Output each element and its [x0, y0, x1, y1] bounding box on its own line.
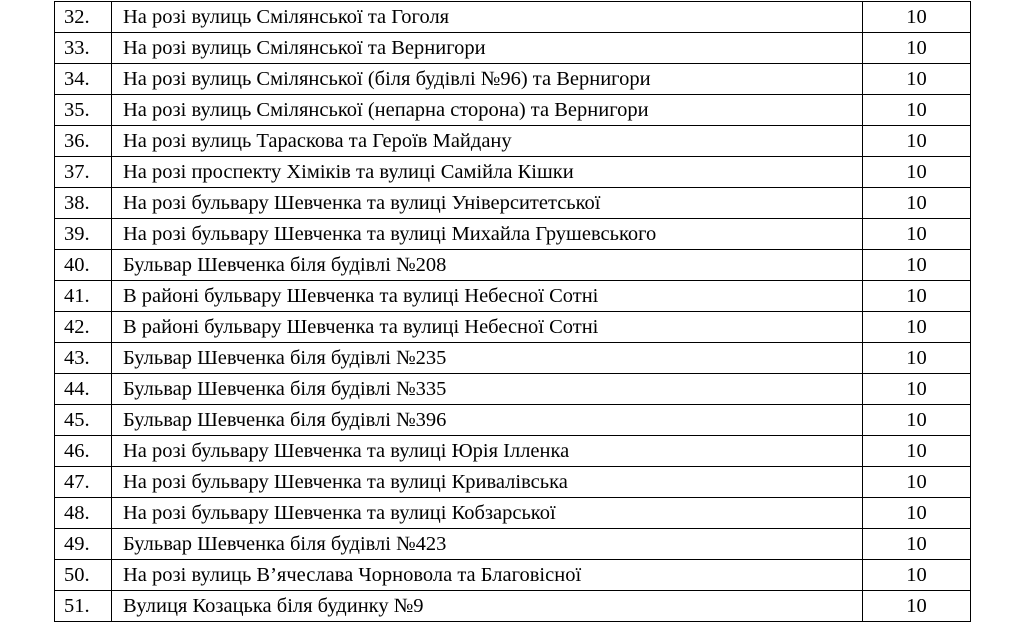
row-number: 39. — [55, 219, 112, 250]
row-number: 33. — [55, 33, 112, 64]
row-description: Бульвар Шевченка біля будівлі №396 — [112, 405, 863, 436]
row-description: На розі бульвару Шевченка та вулиці Кобзарської — [112, 498, 863, 529]
row-number: 41. — [55, 281, 112, 312]
row-quantity: 10 — [863, 498, 971, 529]
row-quantity: 10 — [863, 2, 971, 33]
locations-table — [54, 1, 971, 622]
row-quantity: 10 — [863, 343, 971, 374]
row-number: 47. — [55, 467, 112, 498]
row-number: 42. — [55, 312, 112, 343]
table-row — [55, 281, 971, 312]
row-description: Вулиця Козацька біля будинку №9 — [112, 591, 863, 622]
row-description: В районі бульвару Шевченка та вулиці Небесної Сотні — [112, 281, 863, 312]
row-quantity: 10 — [863, 188, 971, 219]
row-number: 32. — [55, 2, 112, 33]
row-quantity: 10 — [863, 591, 971, 622]
row-number: 49. — [55, 529, 112, 560]
row-description: На розі вулиць Смілянської (біля будівлі №96) та Вернигори — [112, 64, 863, 95]
row-number: 34. — [55, 64, 112, 95]
row-description: На розі вулиць Смілянської та Гоголя — [112, 2, 863, 33]
table-row — [55, 95, 971, 126]
row-number: 44. — [55, 374, 112, 405]
table-row — [55, 529, 971, 560]
row-quantity: 10 — [863, 250, 971, 281]
row-description: В районі бульвару Шевченка та вулиці Небесної Сотні — [112, 312, 863, 343]
row-number: 48. — [55, 498, 112, 529]
table-row — [55, 157, 971, 188]
table-body — [55, 2, 971, 622]
table-row — [55, 126, 971, 157]
row-number: 40. — [55, 250, 112, 281]
row-description: На розі бульвару Шевченка та вулиці Юрія Ілленка — [112, 436, 863, 467]
row-description: На розі вулиць Тараскова та Героїв Майдану — [112, 126, 863, 157]
row-number: 37. — [55, 157, 112, 188]
row-description: На розі бульвару Шевченка та вулиці Михайла Грушевського — [112, 219, 863, 250]
row-quantity: 10 — [863, 64, 971, 95]
row-number: 51. — [55, 591, 112, 622]
row-number: 50. — [55, 560, 112, 591]
row-description: На розі вулиць В’ячеслава Чорновола та Благовісної — [112, 560, 863, 591]
row-number: 46. — [55, 436, 112, 467]
row-description: Бульвар Шевченка біля будівлі №235 — [112, 343, 863, 374]
table-row — [55, 591, 971, 622]
row-number: 38. — [55, 188, 112, 219]
row-description: На розі вулиць Смілянської (непарна сторона) та Вернигори — [112, 95, 863, 126]
row-quantity: 10 — [863, 436, 971, 467]
table-row — [55, 250, 971, 281]
row-description: Бульвар Шевченка біля будівлі №335 — [112, 374, 863, 405]
row-description: На розі проспекту Хіміків та вулиці Самійла Кішки — [112, 157, 863, 188]
table-row — [55, 188, 971, 219]
table-row — [55, 560, 971, 591]
row-description: На розі бульвару Шевченка та вулиці Університетської — [112, 188, 863, 219]
table-row — [55, 498, 971, 529]
row-quantity: 10 — [863, 374, 971, 405]
row-number: 45. — [55, 405, 112, 436]
row-description: Бульвар Шевченка біля будівлі №423 — [112, 529, 863, 560]
table-row — [55, 405, 971, 436]
row-quantity: 10 — [863, 157, 971, 188]
table-row — [55, 33, 971, 64]
row-quantity: 10 — [863, 33, 971, 64]
row-description: На розі вулиць Смілянської та Вернигори — [112, 33, 863, 64]
row-quantity: 10 — [863, 467, 971, 498]
table-row — [55, 436, 971, 467]
row-quantity: 10 — [863, 405, 971, 436]
table-row — [55, 374, 971, 405]
table-row — [55, 343, 971, 374]
row-quantity: 10 — [863, 219, 971, 250]
row-quantity: 10 — [863, 126, 971, 157]
row-number: 35. — [55, 95, 112, 126]
row-description: На розі бульвару Шевченка та вулиці Кривалівська — [112, 467, 863, 498]
row-quantity: 10 — [863, 312, 971, 343]
row-quantity: 10 — [863, 281, 971, 312]
row-quantity: 10 — [863, 560, 971, 591]
row-number: 43. — [55, 343, 112, 374]
row-description: Бульвар Шевченка біля будівлі №208 — [112, 250, 863, 281]
table-row — [55, 312, 971, 343]
table-row — [55, 2, 971, 33]
row-quantity: 10 — [863, 95, 971, 126]
table-row — [55, 467, 971, 498]
table-row — [55, 64, 971, 95]
row-quantity: 10 — [863, 529, 971, 560]
table-row — [55, 219, 971, 250]
row-number: 36. — [55, 126, 112, 157]
